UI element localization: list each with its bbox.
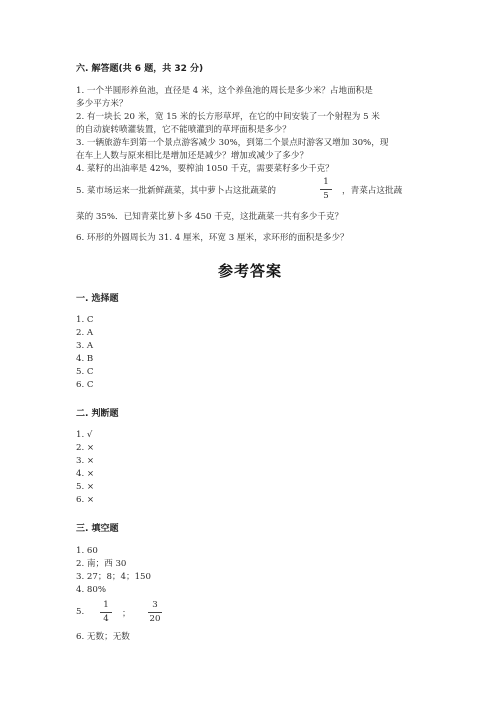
fraction-denominator: 20 [149,614,161,624]
judge-answer-6: 6. × [76,494,95,505]
judge-answers [76,429,94,506]
fill-answer-5-fraction-1 [97,600,115,625]
question-2-line-2: 的自动旋转喷灌装置，它不能喷灌到的草坪面积是多少？ [76,125,291,135]
fraction-denominator: 5 [323,191,329,201]
fraction-numerator: 1 [323,177,329,187]
choice-answer-5: 5. C [76,366,94,377]
fill-answers [76,545,151,597]
question-5-line-2: 菜的 35%．已知青菜比萝卜多 450 千克，这批蔬菜一共有多少千克？ [76,212,344,222]
choice-answer-6: 6. C [76,379,94,390]
judge-answer-3: 3. × [76,455,95,466]
question-6: 6. 环形的外圆周长为 31. 4 厘米，环宽 3 厘米，求环形的面积是多少？ [76,233,349,243]
question-5-fraction [317,177,335,202]
choice-answers [76,314,94,391]
fill-answer-3: 3. 27；8；4；150 [76,571,151,582]
section-6-title: 六. 解答题(共 6 题，共 32 分) [76,64,204,74]
choice-answer-3: 3. A [76,340,94,351]
fill-answer-5-label: 5. [76,607,85,617]
choice-answer-1: 1. C [76,315,94,325]
fraction-denominator: 4 [103,614,109,624]
fill-section-title: 三. 填空题 [76,524,119,534]
fraction-bar [320,189,332,190]
judge-answer-2: 2. × [76,442,95,453]
fraction-bar [148,612,162,613]
question-3-line-1: 3. 一辆旅游车到第一个景点游客减少 30%，到第二个景点时游客又增加 30%，现 [76,138,389,148]
question-1-line-2: 多少平方米？ [76,99,128,109]
choice-answer-2: 2. A [76,327,94,338]
judge-answer-4: 4. × [76,468,95,479]
answers-heading: 参考答案 [217,262,282,280]
question-4: 4. 菜籽的出油率是 42%，要榨油 1050 千克，需要菜籽多少千克？ [76,164,334,174]
question-3-line-2: 在车上人数与原来相比是增加还是减少？增加或减少了多少？ [76,151,309,161]
fraction-numerator: 3 [152,600,158,610]
fill-answer-2: 2. 南；西 30 [76,558,127,569]
judge-answer-1: 1. √ [76,430,93,440]
choice-answer-4: 4. B [76,353,94,364]
question-5-part-a: 5. 菜市场运来一批新鲜蔬菜，其中萝卜占这批蔬菜的 [76,186,276,196]
fraction-bar [100,612,112,613]
question-2-line-1: 2. 有一块长 20 米，宽 15 米的长方形草坪，在它的中间安装了一个射程为 5 米 [76,112,380,122]
choice-section-title: 一. 选择题 [76,294,119,304]
question-5-part-b: ，青菜占这批蔬 [342,186,403,196]
fill-answer-1: 1. 60 [76,546,98,556]
fraction-numerator: 1 [103,600,109,610]
fill-answer-4: 4. 80% [76,584,107,595]
judge-answer-5: 5. × [76,481,95,492]
judge-section-title: 二. 判断题 [76,409,119,419]
fill-answer-6: 6. 无数；无数 [76,632,130,642]
fill-answer-5-separator: ； [122,609,131,619]
fill-answer-5-fraction-2 [145,600,165,625]
question-1-line-1: 1. 一个半圆形养鱼池，直径是 4 米，这个养鱼池的周长是多少米？占地面积是 [76,86,373,96]
